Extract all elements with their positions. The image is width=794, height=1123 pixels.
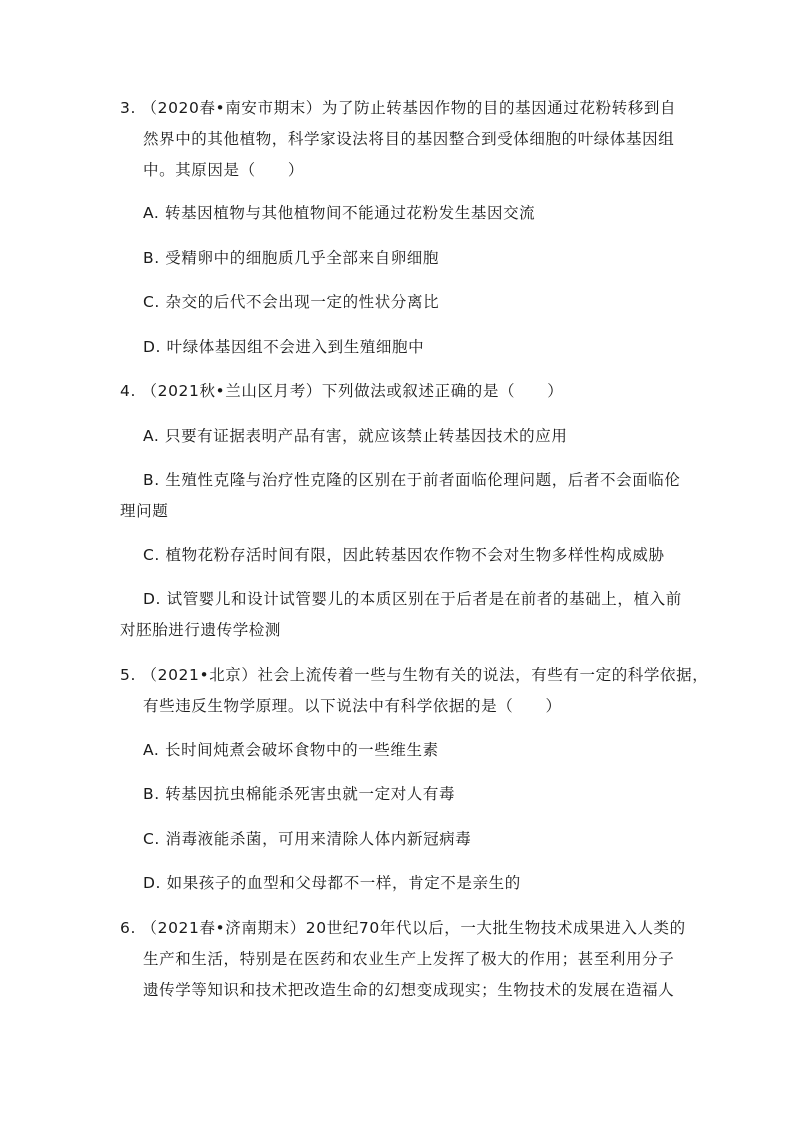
- question-4-option-c: C. 植物花粉存活时间有限，因此转基因农作物不会对生物多样性构成威胁: [143, 546, 665, 564]
- question-3-option-c: C. 杂交的后代不会出现一定的性状分离比: [143, 293, 440, 311]
- question-3-option-d: D. 叶绿体基因组不会进入到生殖细胞中: [143, 338, 425, 356]
- question-6-stem-line-3: 遗传学等知识和技术把改造生命的幻想变成现实；生物技术的发展在造福人: [143, 981, 675, 999]
- question-3-option-a: A. 转基因植物与其他植物间不能通过花粉发生基因交流: [143, 204, 536, 222]
- question-3-stem-line-1: 3. （2020春•南安市期末）为了防止转基因作物的目的基因通过花粉转移到自: [120, 99, 677, 117]
- question-4-option-d-line-2: 对胚胎进行遗传学检测: [120, 621, 282, 639]
- question-6-stem-line-1: 6. （2021春•济南期末）20世纪70年代以后，一大批生物技术成果进入人类的: [120, 919, 686, 937]
- question-5-option-b: B. 转基因抗虫棉能杀死害虫就一定对人有毒: [143, 785, 456, 803]
- question-3-option-b: B. 受精卵中的细胞质几乎全部来自卵细胞: [143, 249, 439, 267]
- question-4-option-b-line-2: 理问题: [120, 502, 169, 520]
- question-4-option-d-line-1: D. 试管婴儿和设计试管婴儿的本质区别在于后者是在前者的基础上，植入前: [143, 590, 682, 608]
- question-4-stem-line-1: 4. （2021秋•兰山区月考）下列做法或叙述正确的是（ ）: [120, 382, 564, 400]
- question-3-stem-line-3: 中。其原因是（ ）: [143, 161, 305, 179]
- question-5-stem-line-2: 有些违反生物学原理。以下说法中有科学依据的是（ ）: [143, 697, 562, 715]
- question-3-stem-line-2: 然界中的其他植物，科学家设法将目的基因整合到受体细胞的叶绿体基因组: [143, 130, 675, 148]
- question-6-stem-line-2: 生产和生活，特别是在医药和农业生产上发挥了极大的作用；甚至利用分子: [143, 950, 675, 968]
- question-4-option-a: A. 只要有证据表明产品有害，就应该禁止转基因技术的应用: [143, 427, 568, 445]
- question-5-option-d: D. 如果孩子的血型和父母都不一样，肯定不是亲生的: [143, 874, 521, 892]
- question-5-option-c: C. 消毒液能杀菌，可用来清除人体内新冠病毒: [143, 830, 472, 848]
- question-5-option-a: A. 长时间炖煮会破坏食物中的一些维生素: [143, 741, 439, 759]
- question-4-option-b-line-1: B. 生殖性克隆与治疗性克隆的区别在于前者面临伦理问题，后者不会面临伦: [143, 471, 681, 489]
- question-5-stem-line-1: 5. （2021•北京）社会上流传着一些与生物有关的说法，有些有一定的科学依据，: [120, 666, 709, 684]
